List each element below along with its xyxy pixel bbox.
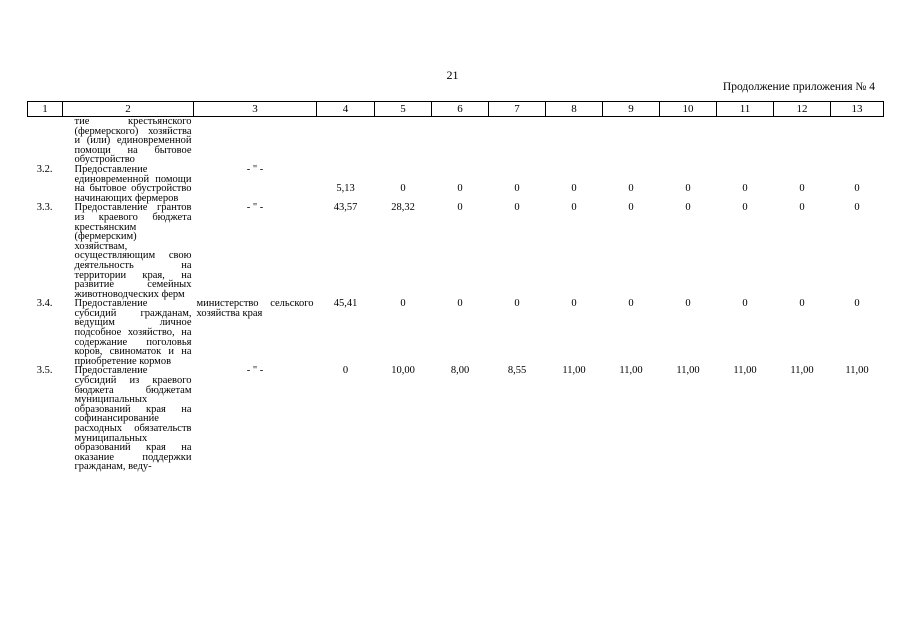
row-value: 0 [514,182,520,194]
column-header: 12 [774,102,831,117]
row-value: 0 [628,202,634,214]
row-value: 0 [628,182,634,194]
row-value: 0 [457,298,463,310]
column-header: 3 [194,102,317,117]
row-value: 11,00 [676,365,700,377]
row-value [375,117,432,165]
row-value: 11,00 [619,365,643,377]
table-row [28,299,884,366]
row-value: 0 [742,182,748,194]
row-value: 0 [742,202,748,214]
row-number: 3.5. [36,365,53,377]
row-value: 28,32 [391,202,415,214]
row-value: 0 [342,365,349,377]
row-value [546,117,603,165]
column-header: 2 [63,102,194,117]
row-value: 0 [854,298,860,310]
table-row [28,117,884,165]
row-value: 0 [854,182,860,194]
row-name: Предоставление грантов из краевого бюджета крестьянским (фермерским) хозяйствам, осуществляющим свою деятельность на территории края, на развитие семейных животноводческих ферм [74,202,192,300]
row-value [317,117,375,165]
row-name: тие крестьянского (фермерского) хозяйства и (или) единовременной помощи на бытовое обустройство [74,116,192,166]
table-row [28,366,884,472]
row-value: 0 [742,298,748,310]
row-value: 0 [571,202,577,214]
row-value [660,117,717,165]
column-header: 11 [717,102,774,117]
column-header: 9 [603,102,660,117]
row-value: 0 [685,202,691,214]
row-value: 0 [685,298,691,310]
row-executor [194,117,317,165]
row-value: 0 [457,182,463,194]
row-value: 0 [799,182,805,194]
row-value: 0 [571,182,577,194]
row-value: 0 [400,182,406,194]
row-value: 8,00 [450,365,470,377]
column-header: 8 [546,102,603,117]
row-value: 0 [854,202,860,214]
row-name: Предоставление субсидий гражданам, ведущим личное подсобное хозяйство, на содержание поголовья коров, свиноматок и на приобретение кормов [74,298,192,367]
column-header: 1 [28,102,63,117]
row-value: 0 [571,298,577,310]
row-value [489,117,546,165]
row-executor: - " - [246,365,264,377]
row-name: Предоставление единовременной помощи на бытовое обустройство начинающих фермеров [74,163,192,204]
row-value: 11,00 [562,365,586,377]
header-row [28,102,884,117]
row-value: 0 [799,202,805,214]
row-value [831,117,884,165]
row-value: 11,00 [845,365,869,377]
column-header: 10 [660,102,717,117]
column-header: 7 [489,102,546,117]
row-value: 5,13 [336,182,355,194]
page-number: 21 [446,68,459,82]
row-value: 43,57 [333,202,358,214]
row-value [432,117,489,165]
table-row [28,165,884,203]
column-header: 13 [831,102,884,117]
row-value [774,117,831,165]
table-header [28,102,884,117]
row-number: 3.3. [36,202,53,214]
table-row [28,203,884,299]
row-executor: - " - [246,163,264,175]
column-header: 5 [375,102,432,117]
row-executor: министерство сельского хозяйства края [196,298,314,319]
appendix-note: Продолжение приложения № 4 [722,81,875,93]
row-value: 8,55 [507,365,527,377]
column-header: 6 [432,102,489,117]
row-executor: - " - [246,202,264,214]
row-value: 0 [514,202,520,214]
row-value: 0 [400,298,406,310]
row-value: 11,00 [790,365,814,377]
row-value: 0 [685,182,691,194]
row-value: 10,00 [391,365,415,377]
row-number: 3.4. [36,298,53,310]
row-value: 11,00 [733,365,757,377]
row-value: 0 [514,298,520,310]
row-value: 0 [799,298,805,310]
row-name: Предоставление субсидий из краевого бюджета бюджетам муниципальных образований края на софинансирование расходных обязательств муниципальных образований края на оказание поддержки гражданам, веду- [74,365,192,473]
program-table [27,101,884,472]
row-value: 0 [457,202,463,214]
row-value [717,117,774,165]
column-header: 4 [317,102,375,117]
row-value: 45,41 [333,298,358,310]
row-number: 3.2. [36,163,53,175]
row-value [603,117,660,165]
row-value: 0 [628,298,634,310]
row-number [28,117,63,165]
